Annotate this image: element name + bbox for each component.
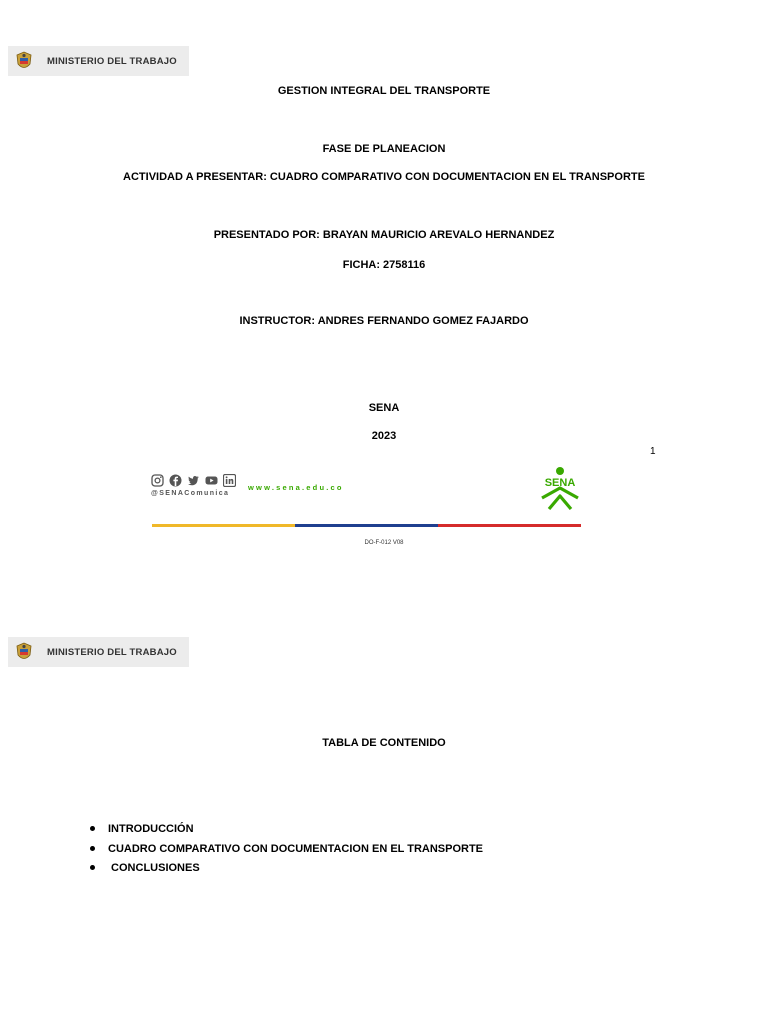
- instructor-name: INSTRUCTOR: ANDRES FERNANDO GOMEZ FAJARDO: [239, 315, 529, 327]
- coat-of-arms-icon: [13, 641, 35, 663]
- ministry-header: [8, 46, 189, 76]
- toc-item-label: INTRODUCCIÓN: [108, 823, 194, 835]
- toc-item-comparative-table: [90, 842, 483, 862]
- bullet-icon: [90, 826, 95, 831]
- toc-item-conclusions: [90, 861, 483, 881]
- coat-of-arms-icon: [13, 50, 35, 72]
- website-link[interactable]: www.sena.edu.co: [248, 483, 344, 492]
- stripe-yellow: [152, 524, 295, 527]
- social-icons: [151, 474, 236, 487]
- toc-list: [90, 822, 483, 881]
- ministry-header-page2: [8, 637, 189, 667]
- linkedin-icon[interactable]: [223, 474, 236, 487]
- year-label: 2023: [371, 430, 397, 442]
- stripe-red: [438, 524, 581, 527]
- toc-item-introduction: [90, 822, 483, 842]
- document-code: DO-F-012 V08: [364, 540, 404, 546]
- document-title: GESTION INTEGRAL DEL TRANSPORTE: [277, 85, 491, 97]
- toc-title: TABLA DE CONTENIDO: [322, 737, 446, 749]
- bullet-icon: [90, 865, 95, 870]
- ministry-name: MINISTERIO DEL TRABAJO: [47, 55, 177, 67]
- sena-logo-text: SENA: [544, 477, 576, 489]
- instagram-icon[interactable]: [151, 474, 164, 487]
- toc-item-label: CONCLUSIONES: [108, 862, 200, 874]
- presented-by: PRESENTADO POR: BRAYAN MAURICIO AREVALO HERNANDEZ: [213, 229, 555, 241]
- page-number: 1: [650, 446, 656, 457]
- phase-label: FASE DE PLANEACION: [322, 143, 446, 155]
- facebook-icon[interactable]: [169, 474, 182, 487]
- ministry-name: MINISTERIO DEL TRABAJO: [47, 646, 177, 658]
- bullet-icon: [90, 846, 95, 851]
- ficha-number: FICHA: 2758116: [342, 259, 426, 271]
- social-handle: @SENAComunica: [151, 490, 230, 497]
- institution-name: SENA: [368, 402, 400, 414]
- activity-label: ACTIVIDAD A PRESENTAR: CUADRO COMPARATIVO CON DOCUMENTACION EN EL TRANSPORTE: [123, 171, 645, 183]
- youtube-icon[interactable]: [205, 474, 218, 487]
- toc-item-label: CUADRO COMPARATIVO CON DOCUMENTACION EN EL TRANSPORTE: [108, 842, 484, 855]
- sena-logo: [538, 466, 582, 510]
- twitter-icon[interactable]: [187, 474, 200, 487]
- stripe-blue: [295, 524, 438, 527]
